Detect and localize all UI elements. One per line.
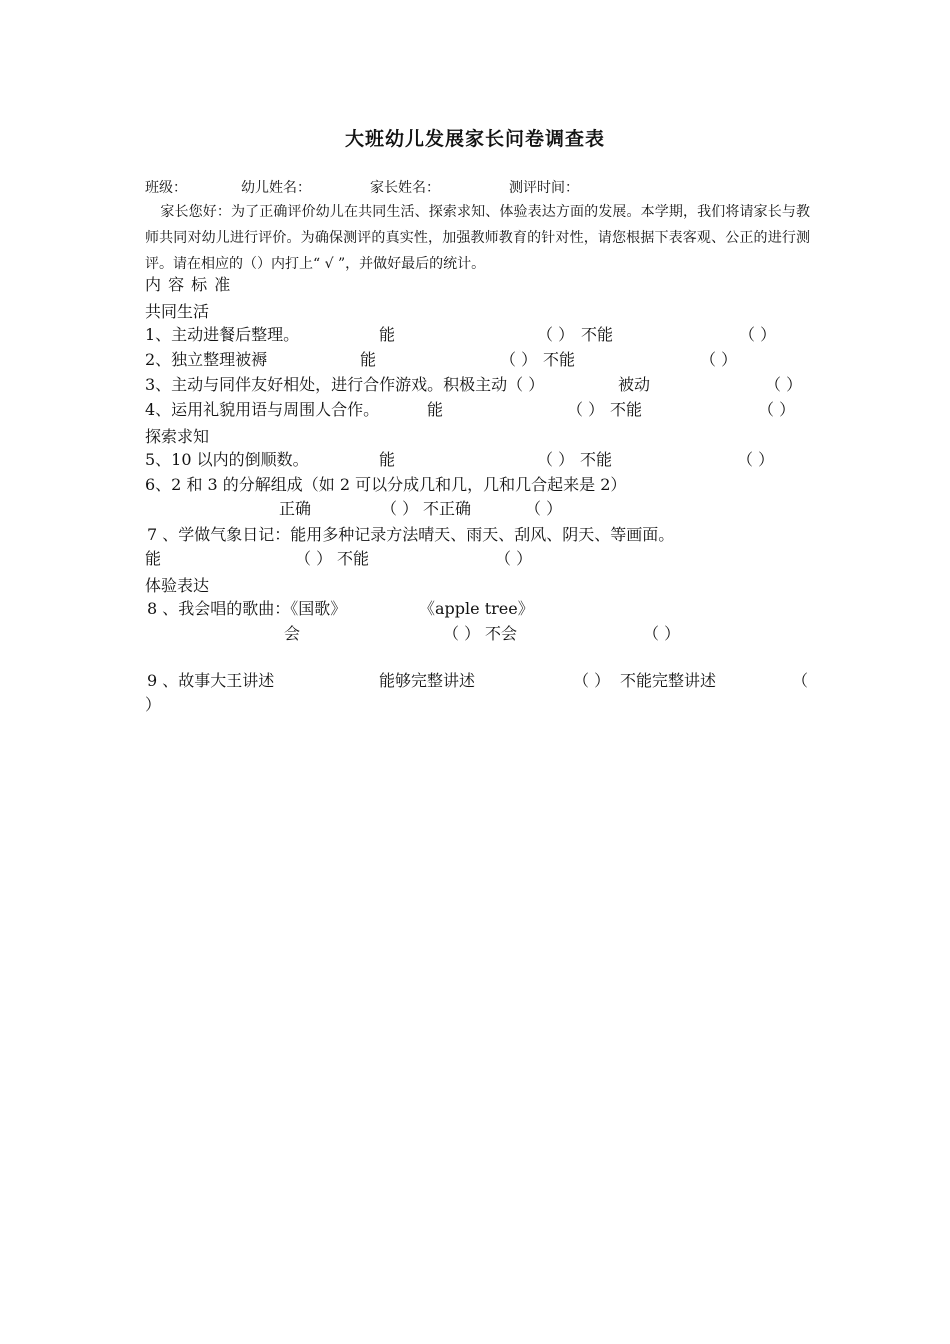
- question-1: 1、主动进餐后整理。: [145, 325, 300, 344]
- q9-yes-checkbox[interactable]: （ ）: [573, 671, 611, 690]
- q2-no-checkbox[interactable]: （ ）: [700, 350, 738, 369]
- q5-no-label: 不能: [580, 450, 613, 469]
- section-expression: 体验表达: [145, 576, 210, 595]
- q1-no-checkbox[interactable]: （ ）: [739, 325, 777, 344]
- q4-no-label: 不能: [610, 400, 643, 419]
- q9-no-label: 不能完整讲述: [620, 671, 717, 690]
- q8-yes-checkbox[interactable]: （ ）: [443, 624, 481, 643]
- q2-yes-checkbox[interactable]: （ ）: [500, 350, 538, 369]
- section-explore: 探索求知: [145, 427, 210, 446]
- q6-yes-checkbox[interactable]: （ ）: [381, 499, 419, 518]
- question-7: 7 、学做气象日记：能用多种记录方法晴天、雨天、刮风、阴天、等画面。: [147, 525, 675, 544]
- q7-no-checkbox[interactable]: （ ）: [495, 549, 533, 568]
- q5-no-checkbox[interactable]: （ ）: [737, 450, 775, 469]
- q3-no-label: 被动: [618, 375, 651, 394]
- q3-no-checkbox[interactable]: （ ）: [765, 375, 803, 394]
- child-name-label: 幼儿姓名：: [241, 180, 311, 196]
- q8-yes-label: 会: [284, 624, 301, 643]
- q9-yes-label: 能够完整讲述: [379, 671, 476, 690]
- date-label: 测评时间：: [509, 180, 579, 196]
- q4-yes-label: 能: [427, 400, 444, 419]
- class-label: 班级：: [145, 180, 187, 196]
- q1-no-label: 不能: [581, 325, 614, 344]
- content-header: 内 容 标 准: [145, 275, 232, 294]
- q8-no-checkbox[interactable]: （ ）: [643, 624, 681, 643]
- q2-no-label: 不能: [543, 350, 576, 369]
- q6-yes-label: 正确: [279, 499, 312, 518]
- q5-yes-label: 能: [379, 450, 396, 469]
- q4-yes-checkbox[interactable]: （ ）: [567, 400, 605, 419]
- q1-yes-checkbox[interactable]: （ ）: [537, 325, 575, 344]
- question-5: 5、10 以内的倒顺数。: [145, 450, 309, 469]
- q9-no-checkbox-close: ）: [145, 695, 162, 714]
- question-9: 9 、故事大王讲述: [147, 671, 275, 690]
- q8-no-label: 不会: [485, 624, 518, 643]
- q6-no-label: 不正确: [423, 499, 472, 518]
- q7-yes-checkbox[interactable]: （ ）: [295, 549, 333, 568]
- question-3: 3、主动与同伴友好相处，进行合作游戏。积极主动（ ）: [145, 375, 545, 394]
- parent-name-label: 家长姓名：: [370, 180, 440, 196]
- q6-no-checkbox[interactable]: （ ）: [525, 499, 563, 518]
- q7-no-label: 不能: [337, 549, 370, 568]
- q2-yes-label: 能: [360, 350, 377, 369]
- q5-yes-checkbox[interactable]: （ ）: [537, 450, 575, 469]
- page-title: 大班幼儿发展家长问卷调查表: [344, 128, 605, 150]
- question-2: 2、独立整理被褥: [145, 350, 268, 369]
- section-common-life: 共同生活: [145, 302, 210, 321]
- intro-paragraph: 家长您好：为了正确评价幼儿在共同生活、探索求知、体验表达方面的发展。本学期，我们将请家长与教师共同对幼儿进行评价。为确保测评的真实性，加强教师教育的针对性，请您根据下表客观、公正的进行测评。请在相应的（）内打上“ √ ”，并做好最后的统计。: [145, 204, 810, 272]
- q1-yes-label: 能: [379, 325, 396, 344]
- q8-song-apple-tree: 《apple tree》: [419, 599, 534, 618]
- q7-yes-label: 能: [145, 549, 162, 568]
- q9-no-checkbox-open[interactable]: （: [792, 671, 809, 690]
- q4-no-checkbox[interactable]: （ ）: [758, 400, 796, 419]
- question-4: 4、运用礼貌用语与周围人合作。: [145, 400, 380, 419]
- question-6: 6、2 和 3 的分解组成（如 2 可以分成几和几，几和几合起来是 2）: [145, 475, 627, 494]
- question-8: 8 、我会唱的歌曲：《国歌》: [147, 599, 347, 618]
